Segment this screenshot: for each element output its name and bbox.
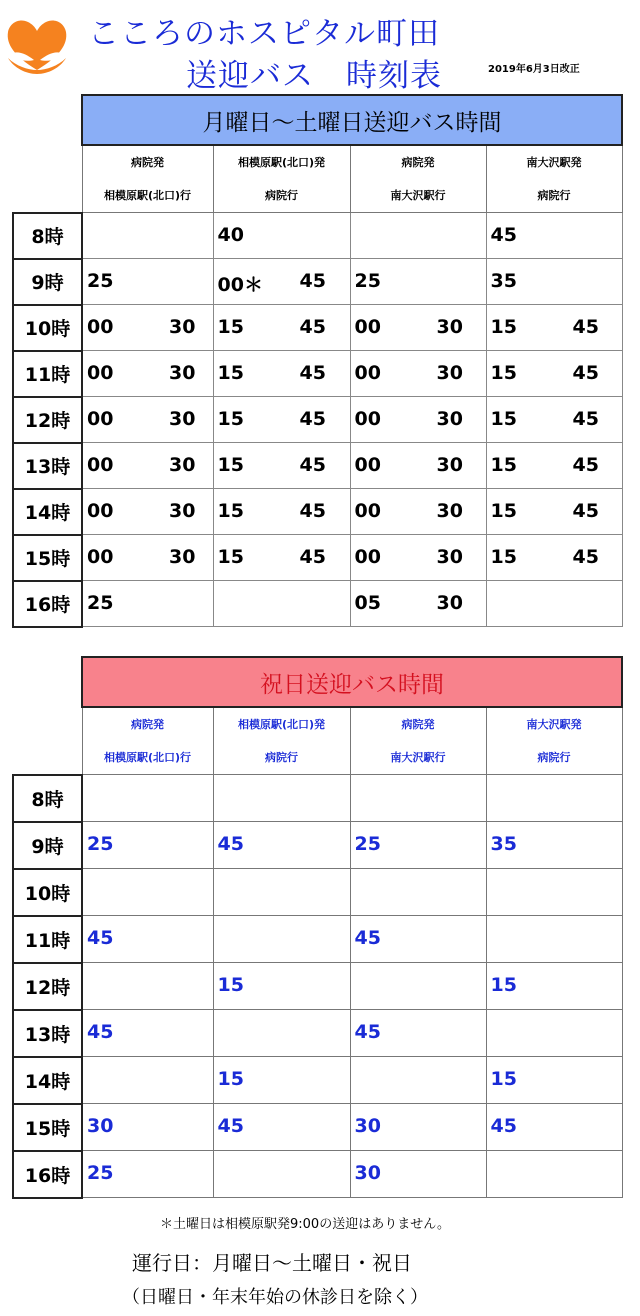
hour-label: 8時 bbox=[13, 213, 82, 259]
time-cell: 00 30 bbox=[82, 443, 213, 489]
table-row bbox=[13, 963, 622, 1010]
excluded-days: （日曜日・年末年始の休診日を除く） bbox=[122, 1287, 428, 1308]
time-cell bbox=[350, 869, 486, 916]
hour-label: 10時 bbox=[13, 305, 82, 351]
time-cell: 25 bbox=[82, 581, 213, 627]
time-cell bbox=[486, 581, 622, 627]
saturday-note: ＊土曜日は相模原駅発9:00の送迎はありません。 bbox=[160, 1217, 450, 1232]
time-cell: 15 45 bbox=[213, 489, 350, 535]
table-row bbox=[13, 1010, 622, 1057]
hour-label: 8時 bbox=[13, 775, 82, 822]
column-header: 病院発 相模原駅(北口)行 bbox=[82, 707, 213, 775]
time-cell bbox=[350, 213, 486, 259]
hour-label: 16時 bbox=[13, 581, 82, 627]
time-cell bbox=[486, 1151, 622, 1198]
time-cell bbox=[213, 775, 350, 822]
time-cell: 25 bbox=[82, 1151, 213, 1198]
hour-label: 16時 bbox=[13, 1151, 82, 1198]
time-cell bbox=[486, 1010, 622, 1057]
holiday-table-title: 祝日送迎バス時間 bbox=[82, 657, 622, 707]
column-header: 相模原駅(北口)発 病院行 bbox=[213, 707, 350, 775]
heart-hands-icon bbox=[4, 14, 70, 76]
time-cell: 30 bbox=[350, 1151, 486, 1198]
time-cell: 15 bbox=[486, 963, 622, 1010]
time-cell: 25 bbox=[350, 822, 486, 869]
time-cell bbox=[350, 963, 486, 1010]
time-cell bbox=[486, 869, 622, 916]
time-cell: 00 30 bbox=[82, 397, 213, 443]
time-cell: 00＊ 45 bbox=[213, 259, 350, 305]
time-cell: 45 bbox=[82, 1010, 213, 1057]
time-cell: 45 bbox=[350, 1010, 486, 1057]
time-cell: 00 30 bbox=[350, 305, 486, 351]
time-cell bbox=[82, 963, 213, 1010]
operating-days: 運行日：月曜日～土曜日・祝日 bbox=[132, 1251, 412, 1275]
time-cell: 00 30 bbox=[350, 443, 486, 489]
time-cell: 00 30 bbox=[350, 397, 486, 443]
time-cell: 15 bbox=[486, 1057, 622, 1104]
hour-label: 9時 bbox=[13, 822, 82, 869]
time-cell bbox=[82, 1057, 213, 1104]
time-cell: 15 45 bbox=[213, 351, 350, 397]
time-cell: 00 30 bbox=[82, 489, 213, 535]
hour-label: 15時 bbox=[13, 1104, 82, 1151]
hour-label: 13時 bbox=[13, 1010, 82, 1057]
time-cell: 25 bbox=[350, 259, 486, 305]
hour-label: 12時 bbox=[13, 397, 82, 443]
time-cell: 15 45 bbox=[486, 535, 622, 581]
column-header: 南大沢駅発 病院行 bbox=[486, 145, 622, 213]
time-cell: 15 45 bbox=[213, 443, 350, 489]
hour-label: 14時 bbox=[13, 1057, 82, 1104]
time-cell: 15 45 bbox=[486, 443, 622, 489]
time-cell: 00 30 bbox=[350, 351, 486, 397]
time-cell: 25 bbox=[82, 822, 213, 869]
hour-label: 11時 bbox=[13, 916, 82, 963]
time-cell: 35 bbox=[486, 259, 622, 305]
table-row bbox=[13, 351, 622, 397]
column-header: 病院発 南大沢駅行 bbox=[350, 145, 486, 213]
table-row bbox=[13, 775, 622, 822]
time-cell bbox=[213, 869, 350, 916]
table-row bbox=[13, 397, 622, 443]
column-header: 病院発 相模原駅(北口)行 bbox=[82, 145, 213, 213]
time-cell: 35 bbox=[486, 822, 622, 869]
hour-label: 15時 bbox=[13, 535, 82, 581]
time-cell: 15 45 bbox=[486, 305, 622, 351]
time-cell bbox=[213, 1151, 350, 1198]
page-title: こころのホスピタル町田 bbox=[88, 16, 440, 52]
table-row bbox=[13, 1151, 622, 1198]
table-row bbox=[13, 535, 622, 581]
time-cell bbox=[82, 775, 213, 822]
column-header: 南大沢駅発 病院行 bbox=[486, 707, 622, 775]
table-row bbox=[13, 1104, 622, 1151]
time-cell: 15 45 bbox=[213, 535, 350, 581]
time-cell: 00 30 bbox=[350, 489, 486, 535]
time-cell: 15 45 bbox=[486, 351, 622, 397]
time-cell: 40 bbox=[213, 213, 350, 259]
time-cell: 45 bbox=[82, 916, 213, 963]
time-cell: 45 bbox=[486, 213, 622, 259]
time-cell: 05 30 bbox=[350, 581, 486, 627]
column-header: 相模原駅(北口)発 病院行 bbox=[213, 145, 350, 213]
time-cell bbox=[213, 916, 350, 963]
time-cell: 15 45 bbox=[486, 489, 622, 535]
time-cell: 15 45 bbox=[486, 397, 622, 443]
table-row bbox=[13, 259, 622, 305]
time-cell: 00 30 bbox=[82, 305, 213, 351]
table-row bbox=[13, 581, 622, 627]
time-cell bbox=[486, 916, 622, 963]
time-cell: 25 bbox=[82, 259, 213, 305]
time-cell: 00 30 bbox=[350, 535, 486, 581]
hour-label: 12時 bbox=[13, 963, 82, 1010]
hour-label: 9時 bbox=[13, 259, 82, 305]
revision-date: 2019年6月3日改正 bbox=[488, 64, 580, 75]
weekday-table-title: 月曜日～土曜日送迎バス時間 bbox=[82, 95, 622, 145]
table-row bbox=[13, 443, 622, 489]
time-cell: 30 bbox=[82, 1104, 213, 1151]
time-cell: 00 30 bbox=[82, 535, 213, 581]
time-cell bbox=[350, 775, 486, 822]
table-row bbox=[13, 916, 622, 963]
table-row bbox=[13, 489, 622, 535]
hour-label: 10時 bbox=[13, 869, 82, 916]
table-row bbox=[13, 305, 622, 351]
time-cell: 45 bbox=[350, 916, 486, 963]
table-row bbox=[13, 822, 622, 869]
time-cell bbox=[213, 581, 350, 627]
weekday-timetable bbox=[12, 94, 623, 628]
time-cell: 45 bbox=[213, 822, 350, 869]
hour-label: 11時 bbox=[13, 351, 82, 397]
time-cell bbox=[82, 869, 213, 916]
time-cell: 00 30 bbox=[82, 351, 213, 397]
holiday-timetable bbox=[12, 656, 623, 1199]
time-cell bbox=[350, 1057, 486, 1104]
time-cell: 15 45 bbox=[213, 305, 350, 351]
time-cell: 15 bbox=[213, 963, 350, 1010]
time-cell: 30 bbox=[350, 1104, 486, 1151]
time-cell: 45 bbox=[486, 1104, 622, 1151]
time-cell bbox=[213, 1010, 350, 1057]
table-row bbox=[13, 1057, 622, 1104]
time-cell bbox=[486, 775, 622, 822]
page-subtitle: 送迎バス 時刻表 bbox=[186, 58, 442, 94]
time-cell: 15 45 bbox=[213, 397, 350, 443]
column-header: 病院発 南大沢駅行 bbox=[350, 707, 486, 775]
time-cell: 45 bbox=[213, 1104, 350, 1151]
hour-label: 13時 bbox=[13, 443, 82, 489]
time-cell: 15 bbox=[213, 1057, 350, 1104]
table-row bbox=[13, 869, 622, 916]
hour-label: 14時 bbox=[13, 489, 82, 535]
time-cell bbox=[82, 213, 213, 259]
table-row bbox=[13, 213, 622, 259]
